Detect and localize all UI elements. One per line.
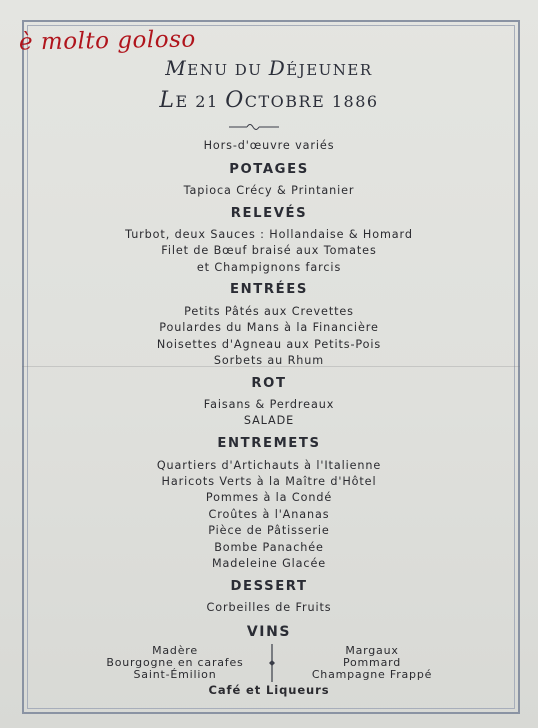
menu-item: Croûtes à l'Ananas (208, 508, 330, 521)
hors-doeuvre: Hors-d'œuvre variés (203, 139, 335, 152)
menu-item: et Champignons farcis (196, 261, 342, 274)
title-part-2: ÉJEUNER (286, 61, 373, 79)
menu-item: Sorbets au Rhum (213, 354, 325, 367)
menu-item: Turbot, deux Sauces : Hollandaise & Homard (125, 228, 413, 241)
menu-item: Bombe Panachée (214, 541, 324, 554)
date-part-1: E 21 (175, 92, 226, 111)
wine-item: Madère (152, 644, 198, 657)
menu-item: Noisettes d'Agneau aux Petits-Pois (156, 338, 382, 351)
wine-item: Margaux (345, 644, 399, 657)
wine-item: Pommard (342, 656, 402, 669)
title-initial-d: D (268, 56, 287, 80)
menu-title (0, 56, 538, 80)
date-initial-l: L (159, 88, 176, 113)
heading-entrees: ENTRÉES (230, 282, 308, 297)
menu-item: Tapioca Crécy & Printanier (183, 184, 355, 197)
menu-item: Haricots Verts à la Maître d'Hôtel (161, 475, 377, 488)
title-part-1: ENU DU (187, 61, 269, 79)
wine-item: Saint-Émilion (133, 668, 217, 681)
menu-item: Pièce de Pâtisserie (208, 524, 330, 537)
menu-item: Corbeilles de Fruits (206, 601, 332, 614)
menu-item: Quartiers d'Artichauts à l'Italienne (156, 459, 382, 472)
menu-item: Madeleine Glacée (211, 557, 327, 570)
heading-dessert: DESSERT (230, 579, 308, 594)
menu-item: Petits Pâtés aux Crevettes (184, 305, 354, 318)
menu-item: Filet de Bœuf braisé aux Tomates (161, 244, 377, 257)
date-initial-o: O (225, 88, 245, 113)
heading-releves: RELEVÉS (230, 206, 308, 221)
wine-item: Champagne Frappé (311, 668, 433, 681)
menu-item: SALADE (243, 414, 295, 427)
date-part-2: CTOBRE 1886 (244, 92, 379, 111)
heading-vins: VINS (246, 624, 292, 640)
heading-rot: ROT (251, 376, 287, 391)
menu-item: Pommes à la Condé (205, 491, 333, 504)
heading-potages: POTAGES (229, 162, 309, 177)
wine-item: Bourgogne en carafes (106, 656, 244, 669)
title-initial-m: M (165, 56, 188, 80)
heading-entremets: ENTREMETS (217, 436, 321, 451)
ornament-divider-icon (229, 121, 279, 133)
menu-date (0, 88, 538, 113)
menu-item: Poulardes du Mans à la Financière (159, 321, 379, 334)
cafe-liqueurs: Café et Liqueurs (208, 683, 330, 697)
handwritten-annotation: è molto goloso (18, 26, 196, 56)
menu-item: Faisans & Perdreaux (203, 398, 335, 411)
